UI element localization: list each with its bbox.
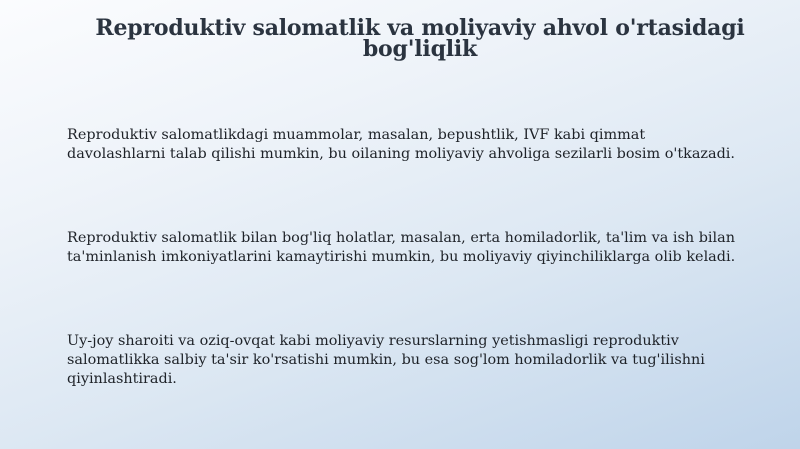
paragraph-financial-burden: Reproduktiv salomatlikdagi muammolar, masalan, bepushtlik, IVF kabi qimmat davolashlarni talab qilishi mumkin, bu oilaning moliyaviy ahvoliga sezilarli bosim o'tkazadi. bbox=[67, 127, 735, 162]
slide-title: Reproduktiv salomatlik va moliyaviy ahvol o'rtasidagi bog'liqlik bbox=[95, 15, 745, 62]
paragraph-opportunities: Reproduktiv salomatlik bilan bog'liq holatlar, masalan, erta homiladorlik, ta'lim va ish bilan ta'minlanish imkoniyatlarini kamaytirishi mumkin, bu moliyaviy qiyinchiliklarga olib keladi. bbox=[67, 230, 736, 265]
paragraph-resources: Uy-joy sharoiti va oziq-ovqat kabi moliyaviy resurslarning yetishmasligi reproduktiv salomatlikka salbiy ta'sir ko'rsatishi mumkin, bu esa sog'lom homiladorlik va tug'ilishni qiyinlashtiradi. bbox=[67, 333, 705, 387]
